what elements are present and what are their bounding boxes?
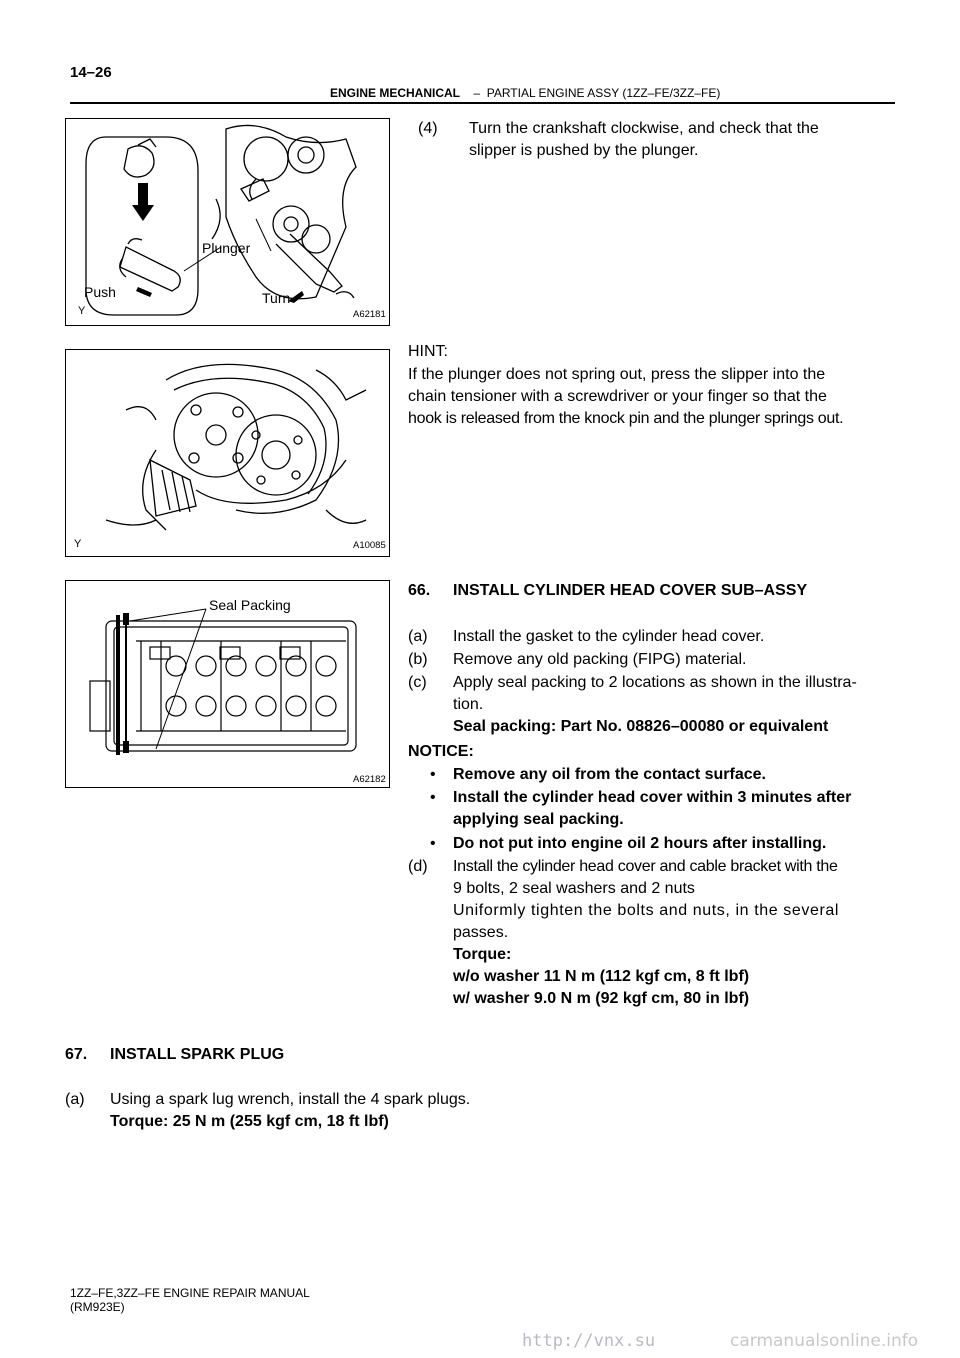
step-66a-num: (a) <box>408 628 428 645</box>
figure-plunger-turn <box>65 118 390 326</box>
watermark-left[interactable]: http://vnx.su <box>522 1331 656 1351</box>
notice-bullet-3: • <box>430 835 436 852</box>
step-4-num: (4) <box>418 120 438 137</box>
label-seal-packing: Seal Packing <box>209 597 291 613</box>
notice-bullet-2: • <box>430 789 436 806</box>
hint-title: HINT: <box>408 343 448 360</box>
figure-y-mark: Y <box>74 538 82 550</box>
label-push: Push <box>84 284 116 300</box>
section-67-num: 67. <box>65 1046 88 1063</box>
page-number: 14–26 <box>70 64 112 81</box>
figure-tensioner-drawing <box>66 350 389 556</box>
hint-line-2: chain tensioner with a screwdriver or your finger so that the <box>408 388 827 405</box>
watermark-right[interactable]: carmanualsonline.info <box>730 1331 919 1351</box>
step-4 <box>418 118 438 140</box>
notice-item-2-line1: Install the cylinder head cover within 3 minutes after <box>453 789 852 806</box>
footer <box>70 1286 310 1314</box>
step-4-text <box>469 118 899 162</box>
section-66-title: INSTALL CYLINDER HEAD COVER SUB–ASSY <box>453 582 808 599</box>
step-66c-text <box>453 672 903 738</box>
figure-chain-tensioner <box>65 349 390 557</box>
step-66a-text: Install the gasket to the cylinder head cover. <box>453 628 765 645</box>
figure-seal-packing <box>65 580 390 788</box>
notice-item-2 <box>453 787 903 831</box>
step-67a-text <box>110 1089 710 1133</box>
label-turn: Turn <box>262 290 291 306</box>
header-rule <box>70 102 895 104</box>
torque-without-washer: w/o washer 11 N m (112 kgf cm, 8 ft lbf) <box>453 968 750 985</box>
step-66b-num: (b) <box>408 651 428 668</box>
header-section: ENGINE MECHANICAL <box>330 86 461 100</box>
figure-id: A62181 <box>353 309 386 320</box>
torque-title: Torque: <box>453 946 512 963</box>
header-dash: – <box>473 86 481 100</box>
step-67a-torque: Torque: 25 N m (255 kgf cm, 18 ft lbf) <box>110 1113 389 1130</box>
step-66c-spec: Seal packing: Part No. 08826–00080 or equivalent <box>453 718 829 735</box>
footer-manual-code: (RM923E) <box>70 1300 125 1314</box>
step-66d-line2: 9 bolts, 2 seal washers and 2 nuts <box>453 880 695 897</box>
torque-with-washer: w/ washer 9.0 N m (92 kgf cm, 80 in lbf) <box>453 990 750 1007</box>
step-66d-line3: Uniformly tighten the bolts and nuts, in the several <box>453 902 840 919</box>
header-subsection: PARTIAL ENGINE ASSY (1ZZ–FE/3ZZ–FE) <box>486 86 721 100</box>
notice-item-2-line2: applying seal packing. <box>453 811 624 828</box>
notice-title: NOTICE: <box>408 743 474 760</box>
label-plunger: Plunger <box>202 240 251 256</box>
notice-item-3: Do not put into engine oil 2 hours after installing. <box>453 835 827 852</box>
step-66c-line1: Apply seal packing to 2 locations as shown in the illustra- <box>453 674 857 691</box>
running-header <box>330 86 720 100</box>
step-67a-num: (a) <box>65 1091 85 1108</box>
step-66d-text <box>453 856 903 1010</box>
section-67-title: INSTALL SPARK PLUG <box>110 1046 285 1063</box>
figure-id: A62182 <box>353 774 386 785</box>
hint-line-3: hook is released from the knock pin and the plunger springs out. <box>408 410 844 427</box>
hint-body <box>408 364 898 430</box>
step-66b-text: Remove any old packing (FIPG) material. <box>453 651 747 668</box>
notice-item-1: Remove any oil from the contact surface. <box>453 766 766 783</box>
step-66c-num: (c) <box>408 674 427 691</box>
step-4-line2: slipper is pushed by the plunger. <box>469 142 699 159</box>
step-66d-line1: Install the cylinder head cover and cable bracket with the <box>453 858 838 875</box>
step-66d-num: (d) <box>408 858 428 875</box>
step-67a-line1: Using a spark lug wrench, install the 4 spark plugs. <box>110 1091 471 1108</box>
figure-y-mark: Y <box>78 305 86 317</box>
step-66c-line2: tion. <box>453 696 484 713</box>
step-66d-line4: passes. <box>453 924 509 941</box>
notice-bullet-1: • <box>430 766 436 783</box>
section-66-num: 66. <box>408 582 431 599</box>
figure-id: A10085 <box>353 540 386 551</box>
footer-manual-title: 1ZZ–FE,3ZZ–FE ENGINE REPAIR MANUAL <box>70 1286 310 1300</box>
step-4-line1: Turn the crankshaft clockwise, and check that the <box>469 120 819 137</box>
hint-line-1: If the plunger does not spring out, press the slipper into the <box>408 366 826 383</box>
